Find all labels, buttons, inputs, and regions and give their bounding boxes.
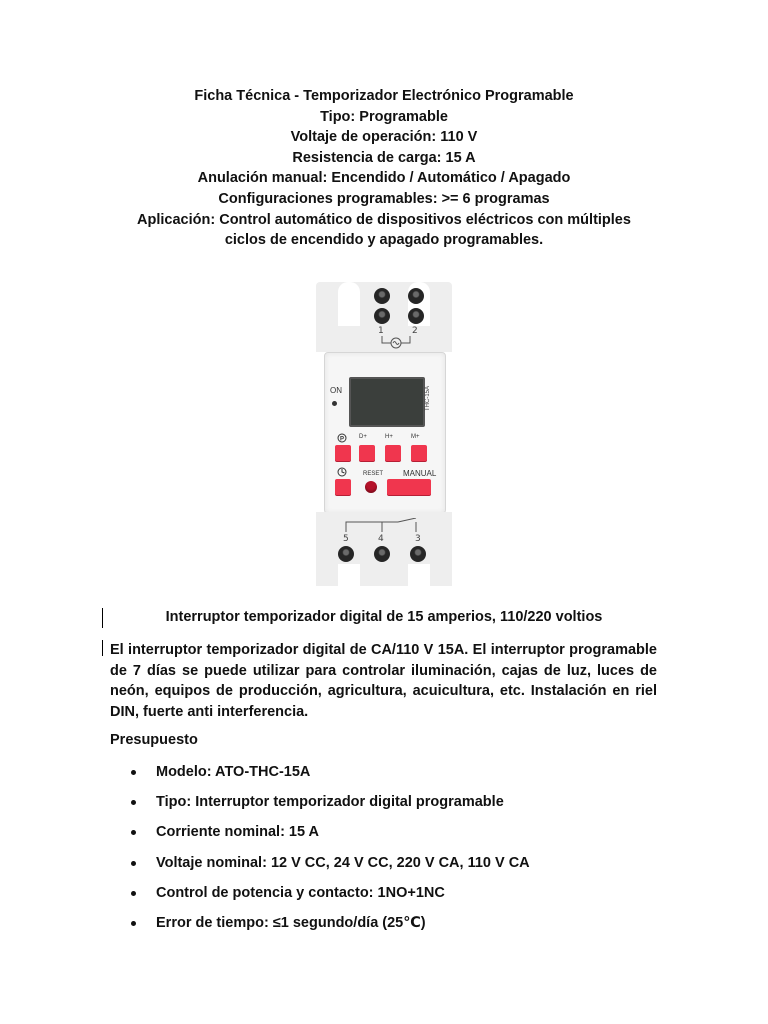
clock-button <box>335 479 351 495</box>
list-item: Tipo: Interruptor temporizador digital programable <box>110 792 530 822</box>
bottom-terminal-block <box>316 512 452 586</box>
terminal-post <box>338 546 354 562</box>
spec-line-application: Aplicación: Control automático de dispositivos eléctricos con múltiples <box>137 211 631 228</box>
list-item: Error de tiempo: ≤1 segundo/día (25℃) <box>110 913 530 943</box>
top-terminal-block <box>316 282 452 352</box>
model-label: THC-15A <box>425 385 431 411</box>
timer-device-image <box>316 282 452 586</box>
lcd-display <box>349 377 425 427</box>
manual-button <box>387 479 431 495</box>
spec-list <box>110 762 530 943</box>
text-cursor <box>102 640 103 656</box>
on-label: ON <box>330 386 342 395</box>
svg-text:P: P <box>340 436 345 443</box>
spec-line-type: Tipo: Programable <box>320 108 448 125</box>
spec-line-voltage: Voltaje de operación: 110 V <box>290 129 478 146</box>
terminal-post <box>408 308 424 324</box>
terminal-post <box>410 546 426 562</box>
list-item: Modelo: ATO-THC-15A <box>110 762 530 792</box>
image-caption: Interruptor temporizador digital de 15 amperios, 110/220 voltios <box>165 609 603 625</box>
h-plus-label: H+ <box>385 434 393 440</box>
timer-face <box>324 352 446 514</box>
clock-icon <box>337 467 347 477</box>
spec-line-load: Resistencia de carga: 15 A <box>292 149 476 166</box>
day-plus-button <box>359 445 375 461</box>
reset-label: RESET <box>363 471 384 477</box>
manual-label: MANUAL <box>403 469 437 478</box>
list-item: Corriente nominal: 15 A <box>110 822 530 852</box>
terminal-post <box>374 546 390 562</box>
spec-line-manual: Anulación manual: Encendido / Automático / Apagado <box>197 170 571 187</box>
ac-symbol-icon <box>374 336 418 350</box>
terminal-label-5: 5 <box>343 534 349 544</box>
program-icon <box>337 433 347 443</box>
d-plus-label: D+ <box>359 434 367 440</box>
program-button <box>335 445 351 461</box>
terminal-label-2: 2 <box>412 326 418 336</box>
section-title: Presupuesto <box>110 732 198 748</box>
spec-header <box>0 86 768 251</box>
spec-line-programs: Configuraciones programables: >= 6 programas <box>218 190 550 207</box>
terminal-label-3: 3 <box>415 534 421 544</box>
description-paragraph: El interruptor temporizador digital de CA/110 V 15A. El interruptor programable de 7 días se puede utilizar para controlar iluminación, cajas de luz, luces de neón, equipos de producción, agricultura, acuicultura, etc. Instalación en riel DIN, fuerte anti interferencia. <box>110 642 657 720</box>
hour-plus-button <box>385 445 401 461</box>
reset-button <box>365 481 377 493</box>
terminal-post <box>374 288 390 304</box>
document-title: Ficha Técnica - Temporizador Electrónico Programable <box>194 88 574 104</box>
spec-line-application-cont: ciclos de encendido y apagado programables. <box>224 232 544 249</box>
terminal-label-1: 1 <box>378 326 384 336</box>
minute-plus-button <box>411 445 427 461</box>
m-plus-label: M+ <box>411 434 420 440</box>
list-item: Control de potencia y contacto: 1NO+1NC <box>110 883 530 913</box>
terminal-label-4: 4 <box>378 534 384 544</box>
list-item: Voltaje nominal: 12 V CC, 24 V CC, 220 V CA, 110 V CA <box>110 853 530 883</box>
terminal-post <box>408 288 424 304</box>
terminal-post <box>374 308 390 324</box>
on-indicator-led <box>332 401 337 406</box>
